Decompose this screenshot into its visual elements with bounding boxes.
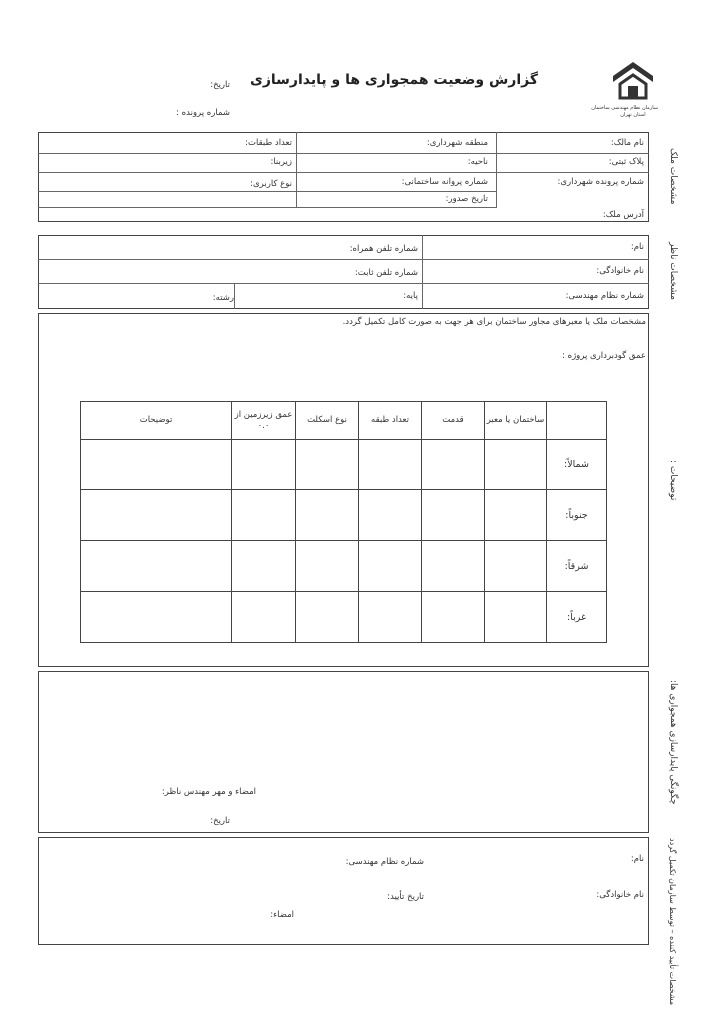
excavation-depth-field[interactable]: عمق گودبرداری پروژه : xyxy=(562,351,646,361)
page-title: گزارش وضعیت همجواری ها و پایدارسازی xyxy=(249,72,538,88)
neighbors-table xyxy=(80,401,607,643)
confirmer-first-name-field[interactable]: نام: xyxy=(630,854,644,864)
row-label-south: جنوباً: xyxy=(547,490,607,541)
table-cell[interactable] xyxy=(359,440,422,490)
floor-count-field[interactable]: تعداد طبقات: xyxy=(245,138,292,148)
property-side-label: مشخصات ملک xyxy=(668,148,678,205)
header-basement-depth: عمق زیرزمین از ۰.۰ xyxy=(232,402,296,440)
logo-text-province: استان تهران xyxy=(620,112,646,118)
confirmer-signature-field[interactable]: امضاء: xyxy=(270,910,294,920)
file-number-label: شماره پرونده : xyxy=(176,108,230,118)
table-row-north xyxy=(81,440,607,490)
supervisor-last-name-field[interactable]: نام خانوادگی: xyxy=(596,266,644,276)
supervisor-engineering-no-field[interactable]: شماره نظام مهندسی: xyxy=(565,291,644,301)
address-field[interactable]: آدرس ملک: xyxy=(602,210,644,220)
table-cell[interactable] xyxy=(232,490,296,541)
header-frame-type: نوع اسکلت xyxy=(296,402,359,440)
stabilization-section xyxy=(38,671,649,833)
notes-intro-text: مشخصات ملک یا معبرهای مجاور ساختمان برای هر جهت به صورت کامل تکمیل گردد. xyxy=(342,317,646,327)
confirmation-side-label: مشخصات تأیید کننده – توسط سازمان تکمیل گردد xyxy=(668,838,677,1006)
table-cell[interactable] xyxy=(81,440,232,490)
table-cell[interactable] xyxy=(422,541,485,592)
issue-date-field[interactable]: تاریخ صدور: xyxy=(445,194,488,204)
table-cell[interactable] xyxy=(485,490,547,541)
header-description: توضیحات xyxy=(81,402,232,440)
registry-plate-field[interactable]: پلاک ثبتی: xyxy=(608,157,644,167)
supervisor-grade-field[interactable]: پایه: xyxy=(403,291,418,301)
municipal-region-field[interactable]: منطقه شهرداری: xyxy=(426,138,488,148)
table-cell[interactable] xyxy=(232,541,296,592)
table-cell[interactable] xyxy=(485,440,547,490)
table-cell[interactable] xyxy=(422,592,485,643)
table-cell[interactable] xyxy=(81,490,232,541)
table-cell[interactable] xyxy=(296,592,359,643)
table-row-west xyxy=(81,592,607,643)
building-logo-icon xyxy=(608,56,658,102)
owner-name-field[interactable]: نام مالک: xyxy=(610,138,644,148)
table-cell[interactable] xyxy=(485,592,547,643)
table-cell[interactable] xyxy=(232,440,296,490)
table-cell[interactable] xyxy=(296,490,359,541)
header-building-or-passage: ساختمان یا معبر xyxy=(485,402,547,440)
supervisor-first-name-field[interactable]: نام: xyxy=(630,242,644,252)
logo-text-org: سازمان نظام مهندسی ساختمان xyxy=(591,105,658,111)
confirmer-last-name-field[interactable]: نام خانوادگی: xyxy=(596,890,644,900)
municipal-file-no-field[interactable]: شماره پرونده شهرداری: xyxy=(557,177,644,187)
supervisor-side-label: مشخصات ناظر xyxy=(668,242,678,300)
table-cell[interactable] xyxy=(296,541,359,592)
usage-type-field[interactable]: نوع کاربری: xyxy=(250,179,292,189)
supervisor-landline-field[interactable]: شماره تلفن ثابت: xyxy=(354,268,418,278)
table-cell[interactable] xyxy=(359,592,422,643)
district-field[interactable]: ناحیه: xyxy=(467,157,488,167)
notes-side-label: توضیحات : xyxy=(668,460,678,501)
table-cell[interactable] xyxy=(81,541,232,592)
confirm-date-field[interactable]: تاریخ تأیید: xyxy=(387,892,424,902)
footprint-field[interactable]: زیربنا: xyxy=(270,157,292,167)
building-permit-no-field[interactable]: شماره پروانه ساختمانی: xyxy=(401,177,488,187)
row-label-north: شمالاً: xyxy=(547,440,607,490)
row-label-east: شرقاً: xyxy=(547,541,607,592)
supervisor-signature-field[interactable]: امضاء و مهر مهندس ناظر: xyxy=(161,787,256,797)
table-cell[interactable] xyxy=(359,541,422,592)
stabilization-date-field[interactable]: تاریخ: xyxy=(210,816,230,826)
supervisor-mobile-field[interactable]: شماره تلفن همراه: xyxy=(349,244,418,254)
date-label: تاریخ: xyxy=(210,80,230,90)
header-floor-count: تعداد طبقه xyxy=(359,402,422,440)
table-row-south xyxy=(81,490,607,541)
table-cell[interactable] xyxy=(296,440,359,490)
table-cell[interactable] xyxy=(485,541,547,592)
table-cell[interactable] xyxy=(422,440,485,490)
confirmation-section xyxy=(38,837,649,945)
supervisor-discipline-field[interactable]: رشته: xyxy=(212,293,234,303)
supervisor-section xyxy=(38,235,649,309)
confirmer-engineering-no-field[interactable]: شماره نظام مهندسی: xyxy=(345,857,424,867)
table-cell[interactable] xyxy=(232,592,296,643)
row-label-west: غرباً: xyxy=(547,592,607,643)
stabilization-side-label: چگونگی پایدارسازی همجواری ها: xyxy=(668,680,678,805)
table-cell[interactable] xyxy=(81,592,232,643)
organization-logo xyxy=(591,56,658,122)
table-cell[interactable] xyxy=(359,490,422,541)
table-cell[interactable] xyxy=(422,490,485,541)
header-age: قدمت xyxy=(422,402,485,440)
table-row-east xyxy=(81,541,607,592)
